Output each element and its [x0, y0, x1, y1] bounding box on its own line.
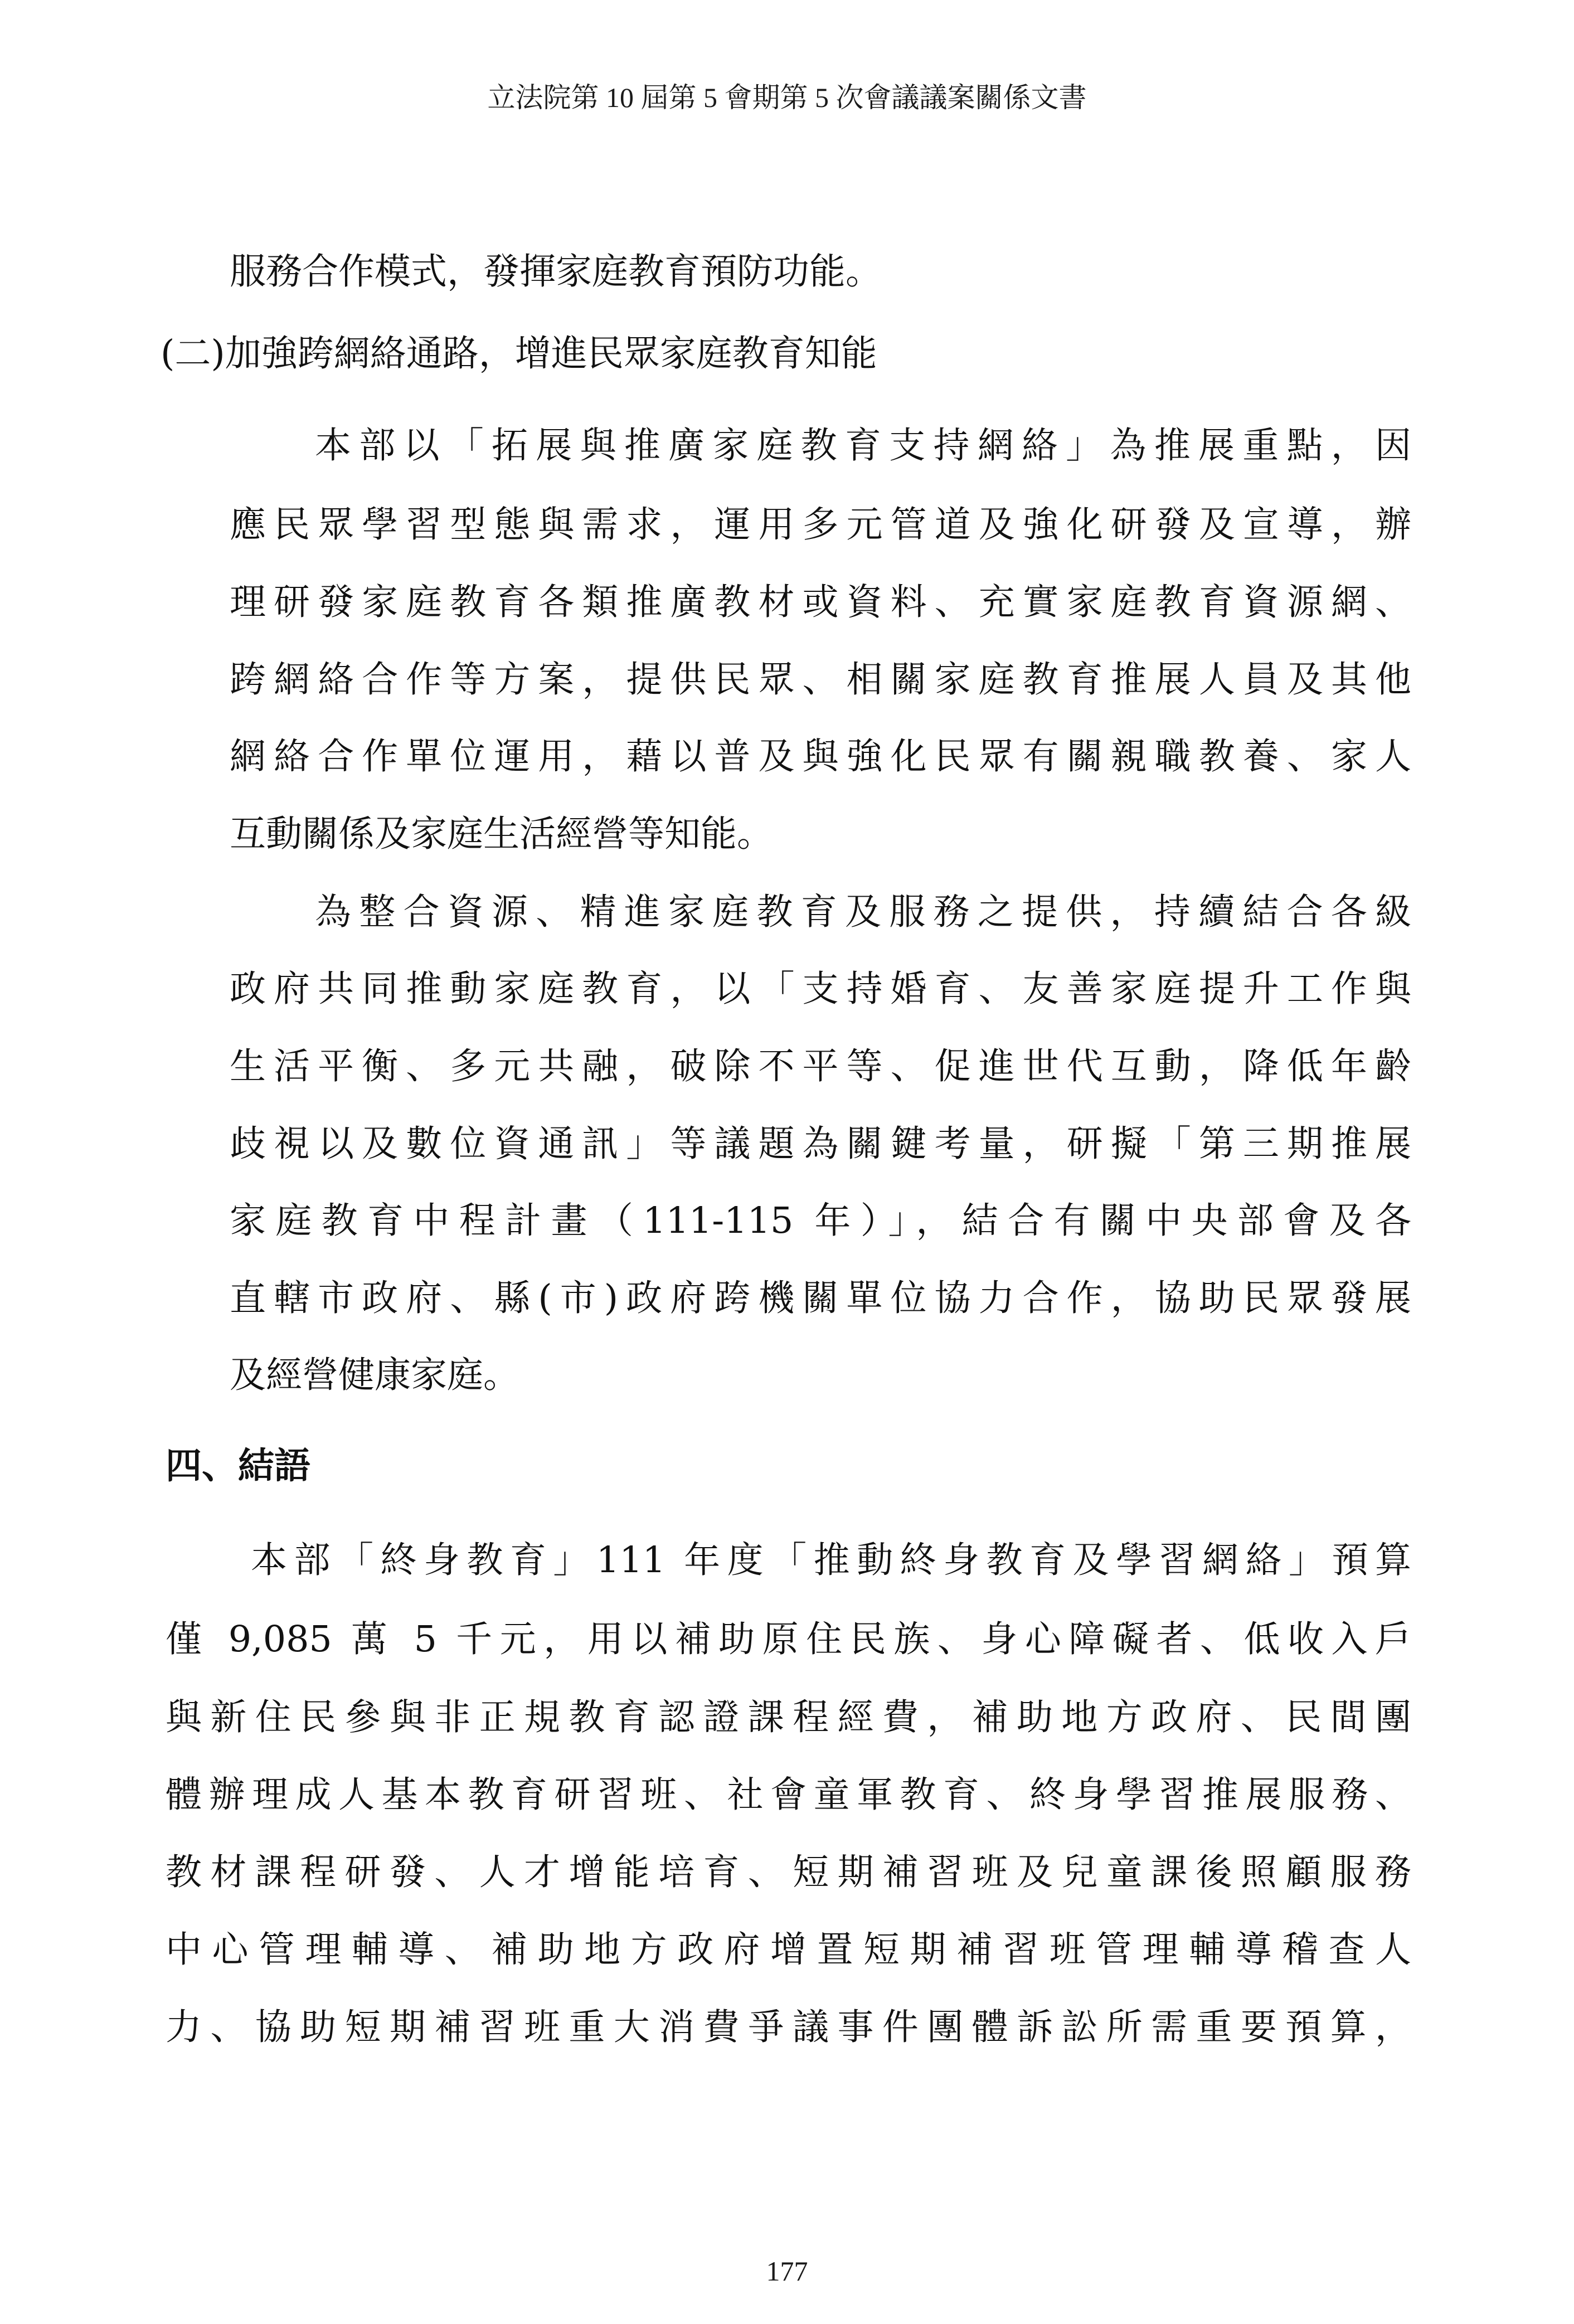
- text-line: 服務合作模式，發揮家庭教育預防功能。: [230, 251, 882, 293]
- text-line: 及經營健康家庭。: [230, 1354, 520, 1396]
- text-line: 跨網絡合作等方案，提供民眾、相關家庭教育推展人員及其他: [230, 659, 1411, 701]
- section-heading: 四、結語: [166, 1445, 311, 1487]
- text-line: 體辦理成人基本教育研習班、社會童軍教育、終身學習推展服務、: [166, 1774, 1411, 1816]
- text-line: 網絡合作單位運用，藉以普及與強化民眾有關親職教養、家人: [230, 736, 1411, 777]
- text-line: 應民眾學習型態與需求，運用多元管道及強化研發及宣導，辦: [230, 504, 1411, 546]
- text-line: 本部以「拓展與推廣家庭教育支持網絡」為推展重點，因: [315, 425, 1411, 466]
- text-line: 本部「終身教育」111 年度「推動終身教育及學習網絡」預算: [251, 1539, 1411, 1581]
- text-line: 政府共同推動家庭教育，以「支持婚育、友善家庭提升工作與: [230, 968, 1411, 1010]
- text-line: 生活平衡、多元共融，破除不平等、促進世代互動，降低年齡: [230, 1046, 1411, 1087]
- page-number: 177: [766, 2255, 808, 2287]
- text-line: 理研發家庭教育各類推廣教材或資料、充實家庭教育資源網、: [230, 581, 1411, 623]
- text-line: 互動關係及家庭生活經營等知能。: [230, 813, 774, 855]
- text-line: 中心管理輔導、補助地方政府增置短期補習班管理輔導稽查人: [166, 1929, 1411, 1971]
- text-line: 歧視以及數位資通訊」等議題為關鍵考量，研擬「第三期推展: [230, 1123, 1411, 1165]
- text-line: 僅 9,085 萬 5 千元，用以補助原住民族、身心障礙者、低收入戶: [166, 1618, 1411, 1660]
- subsection-heading: (二)加強跨網絡通路，增進民眾家庭教育知能: [161, 333, 877, 375]
- document-header: 立法院第 10 屆第 5 會期第 5 次會議議案關係文書: [487, 82, 1087, 113]
- text-line: 力、協助短期補習班重大消費爭議事件團體訴訟所需重要預算，: [166, 2006, 1411, 2048]
- text-line: 教材課程研發、人才增能培育、短期補習班及兒童課後照顧服務: [166, 1851, 1411, 1893]
- text-line: 直轄市政府、縣(市)政府跨機關單位協力合作，協助民眾發展: [230, 1277, 1411, 1319]
- text-line: 家庭教育中程計畫（111-115 年）」，結合有關中央部會及各: [230, 1200, 1411, 1242]
- text-line: 與新住民參與非正規教育認證課程經費，補助地方政府、民間團: [166, 1696, 1411, 1738]
- text-line: 為整合資源、精進家庭教育及服務之提供，持續結合各級: [315, 891, 1411, 933]
